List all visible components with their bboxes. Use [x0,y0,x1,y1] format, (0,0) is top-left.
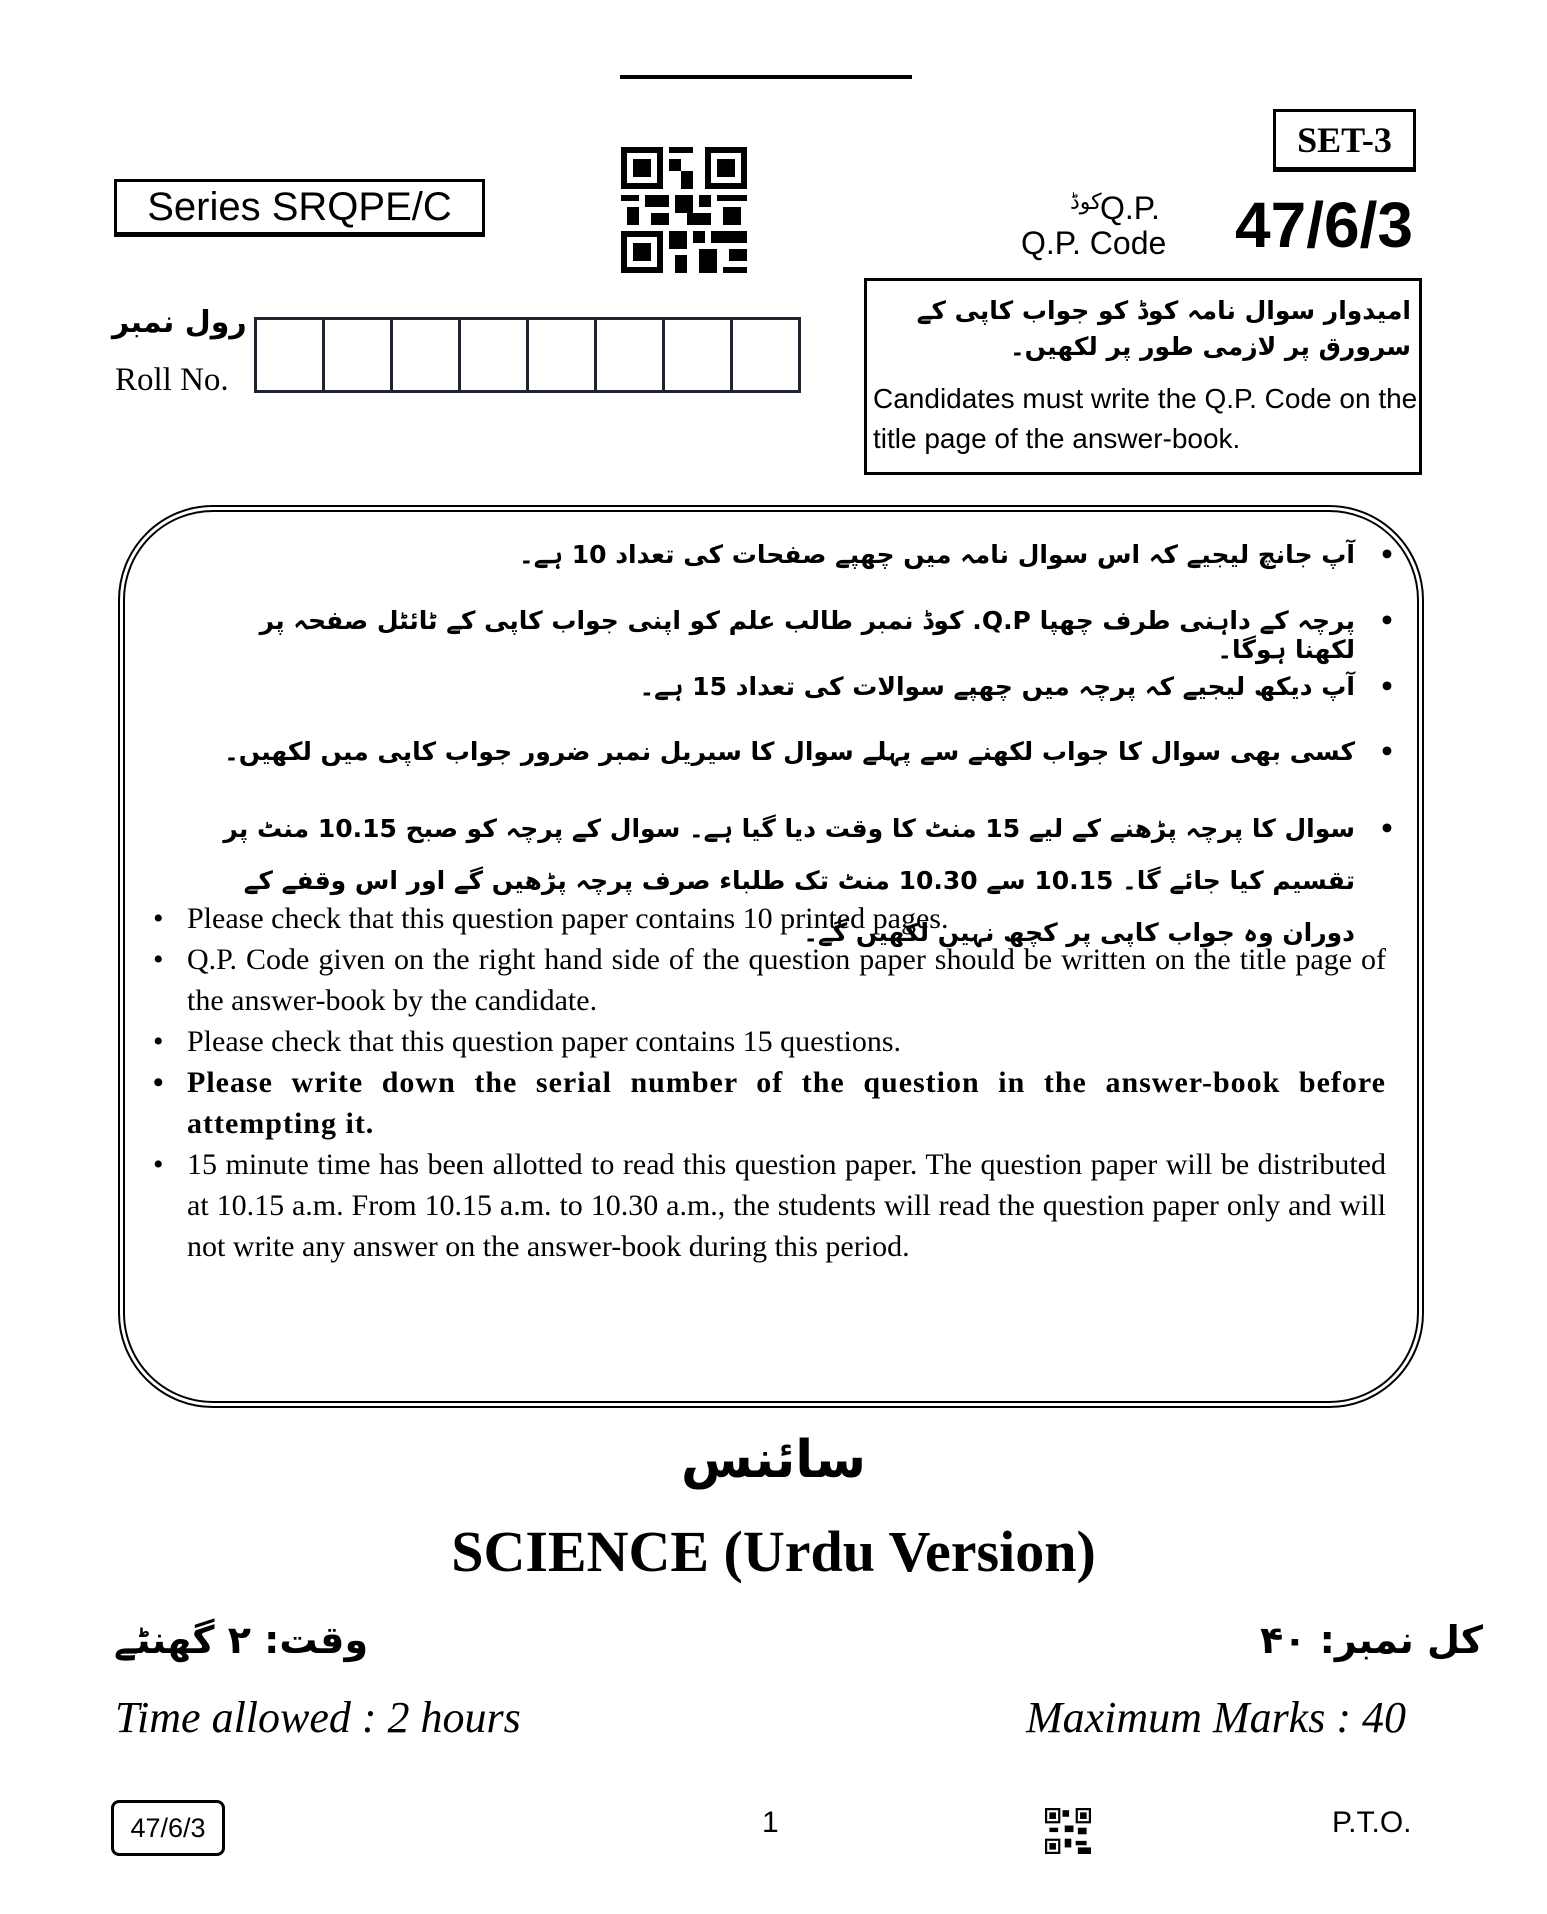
roll-number-digit-box[interactable] [665,320,733,390]
english-instruction [153,1062,1386,1144]
urdu-instruction-text: پرچہ کے داہنی طرف چھپا Q.P. کوڈ نمبر طالب علم کو اپنی جواب کاپی کے ٹائٹل صفحہ پر لکھنا ہوگا۔ [259,606,1355,664]
qp-urdu-label: کوڈ [1070,190,1102,215]
paper-title: SCIENCE (Urdu Version) [451,1519,1096,1584]
urdu-instruction [205,737,1395,766]
top-rule [620,75,912,79]
bullet: • [153,943,164,976]
urdu-instruction [205,672,1395,701]
english-instruction [153,939,1386,1021]
roll-number-digit-box[interactable] [733,320,798,390]
english-instruction-text: Please check that this question paper contains 15 questions. [187,1025,902,1058]
page-number: 1 [762,1806,779,1839]
roll-number-digit-box[interactable] [325,320,393,390]
candidate-note-english: Candidates must write the Q.P. Code on the title page of the answer-book. [873,383,1418,454]
english-instruction [153,1021,1386,1062]
footer-qr-code-icon [1045,1808,1091,1854]
bullet: • [153,902,164,935]
roll-number-urdu-label: رول نمبر [112,305,247,340]
subject-urdu: سائنس [681,1430,866,1490]
urdu-instruction [205,606,1395,664]
bullet: • [1379,672,1395,701]
english-instruction [153,1144,1386,1267]
urdu-instruction [205,540,1395,569]
roll-number-digit-box[interactable] [393,320,461,390]
series-label: Series SRQPE/C [114,179,485,237]
marks-urdu: کل نمبر: ۴۰ [1260,1618,1483,1662]
qp-code-label: Q.P. Code [1021,225,1167,261]
roll-number-boxes[interactable] [254,317,801,393]
footer-code: 47/6/3 [111,1800,225,1856]
time-urdu: وقت: ۲ گھنٹے [114,1618,369,1662]
qp-label: Q.P. [1100,190,1160,226]
english-instruction [153,898,1386,939]
roll-number-digit-box[interactable] [529,320,597,390]
candidate-note-box [864,278,1422,475]
bullet: • [153,1066,165,1099]
bullet: • [1379,814,1395,843]
please-turn-over: P.T.O. [1332,1806,1412,1839]
qr-code-icon [621,147,747,273]
roll-number-digit-box[interactable] [257,320,325,390]
bullet: • [153,1025,164,1058]
roll-number-label: Roll No. [115,362,229,398]
maximum-marks: Maximum Marks : 40 [1025,1693,1406,1742]
english-instructions [153,898,1386,1267]
urdu-instruction-text: سوال کا پرچہ پڑھنے کے لیے 15 منٹ کا وقت دیا گیا ہے۔ سوال کے پرچہ کو صبح 10.15 منٹ پر تقسیم کیا جائے گا۔ 10.15 سے 10.30 منٹ تک طلباء صرف پرچہ پڑھیں گے اور اس وقفے کے دوران وہ جواب کاپی پر کچھ نہیں لکھیں گے۔ [223,814,1355,947]
urdu-instruction-text: آپ دیکھ لیجیے کہ پرچہ میں چھپے سوالات کی تعداد 15 ہے۔ [639,672,1355,701]
set-label: SET-3 [1273,109,1416,172]
bullet: • [1379,540,1395,569]
urdu-instruction-text: کسی بھی سوال کا جواب لکھنے سے پہلے سوال کا سیریل نمبر ضرور جواب کاپی میں لکھیں۔ [224,737,1355,766]
english-instruction-text: Please check that this question paper contains 10 printed pages. [187,902,949,935]
english-instruction-text: 15 minute time has been allotted to read this question paper. The question paper will be distributed at 10.15 a.m. From 10.15 a.m. to 10.30 a.m., the students will read the question paper only and will not write any answer on the answer-book during this period. [187,1148,1386,1263]
qp-code: 47/6/3 [1235,189,1413,261]
english-instruction-text: Please write down the serial number of the question in the answer-book before attempting it. [187,1066,1386,1140]
bullet: • [1379,737,1395,766]
english-instruction-text: Q.P. Code given on the right hand side of the question paper should be written on the title page of the answer-book by the candidate. [187,943,1386,1017]
time-allowed: Time allowed : 2 hours [115,1693,521,1742]
urdu-instruction-text: آپ جانچ لیجیے کہ اس سوال نامہ میں چھپے صفحات کی تعداد 10 ہے۔ [519,540,1355,569]
roll-number-digit-box[interactable] [461,320,529,390]
candidate-note-urdu: امیدوار سوال نامہ کوڈ کو جواب کاپی کے سرورق پر لازمی طور پر لکھیں۔ [916,296,1411,361]
bullet: • [1379,606,1395,635]
roll-number-digit-box[interactable] [597,320,665,390]
bullet: • [153,1148,164,1181]
